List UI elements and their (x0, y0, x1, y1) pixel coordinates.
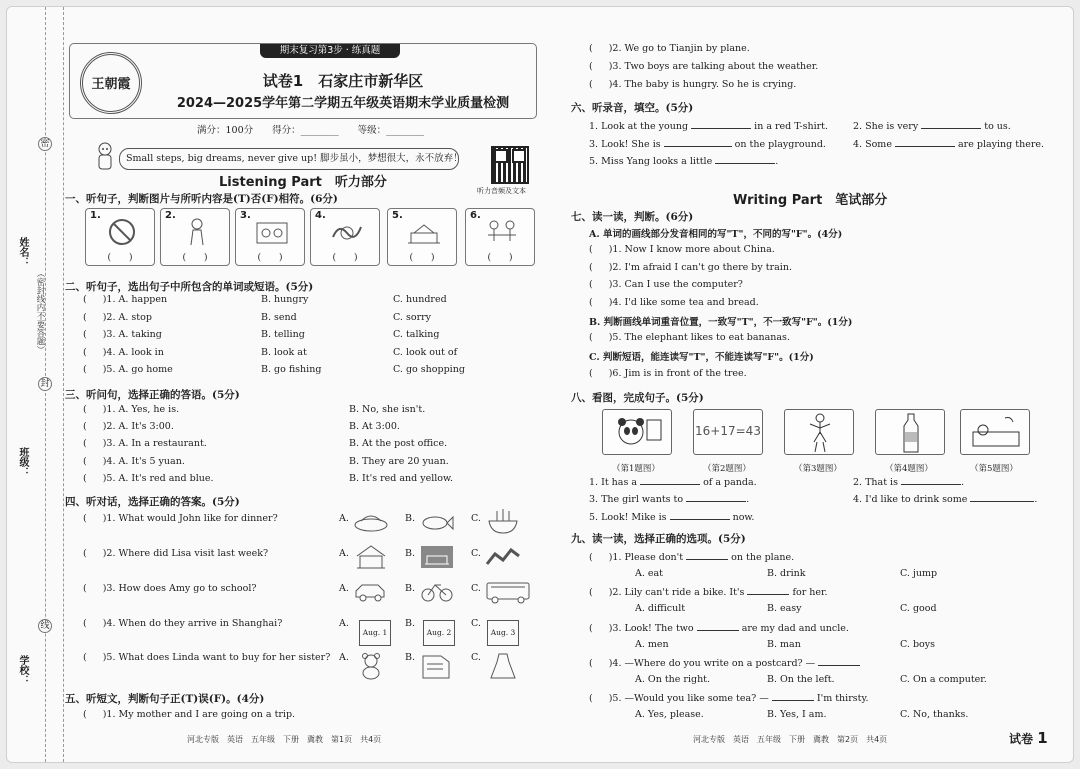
section-4-heading: 四、听对话，选择正确的答案。(5分) (65, 496, 240, 508)
temple-icon (353, 542, 389, 570)
question-text: )2. Lily can't ride a bike. It's (608, 587, 745, 598)
question-text: )2. We go to Tianjin by plane. (608, 43, 750, 54)
brand-logo (80, 52, 142, 114)
question-text: )4. When do they arrive in Shanghai? (102, 618, 283, 629)
option-b: B. It's red and yellow. (349, 473, 454, 484)
section-7b-instruction: B. 判断画线单词重音位置，一致写"T"，不一致写"F"。(1分) (589, 317, 853, 328)
option-a: A. eat (635, 568, 664, 579)
option-a: A. men (635, 639, 669, 650)
exam-subtitle: 2024—2025学年第二学期五年级英语期末学业质量检测 (176, 96, 510, 111)
option-b: B. go fishing (261, 364, 322, 375)
fill-row-5: 5. Miss Yang looks a little . (589, 156, 779, 167)
question-text: )3. How does Amy go to school? (102, 583, 257, 594)
question-row[interactable]: ( )3. Can I use the computer? (589, 279, 743, 290)
section-6-heading: 六、听录音，填空。(5分) (571, 102, 694, 114)
picture-3 (235, 208, 305, 266)
answer-blank[interactable] (715, 154, 775, 164)
sleeping-boy-icon (969, 414, 1023, 452)
answer-blank[interactable] (691, 119, 751, 129)
option-c-label: C. (471, 618, 481, 629)
option-a: A. On the right. (635, 674, 711, 685)
answer-blank[interactable] (664, 137, 732, 147)
prompt-text: 4. Some (853, 139, 892, 150)
panda-icon (613, 414, 663, 452)
noodles-icon (485, 507, 521, 535)
calendar-date: Aug. 2 (423, 620, 455, 646)
option-c: C. No, thanks. (900, 709, 969, 720)
option-b: B. easy (767, 603, 802, 614)
great-wall-icon (485, 542, 521, 570)
prompt-text: now. (732, 512, 755, 523)
question-row[interactable]: ( )3. A. In a restaurant. (83, 438, 207, 449)
option-c: C. go shopping (393, 364, 465, 375)
fill-row-1 (589, 119, 828, 133)
book-icon (419, 652, 455, 680)
fill-row-3 (589, 492, 749, 506)
question-text: )3. Two boys are talking about the weather. (608, 61, 819, 72)
fill-row-4 (853, 492, 1037, 506)
picture-bottle (875, 409, 945, 455)
question-row[interactable]: ( )1. A. Yes, he is. (83, 404, 180, 415)
answer-blank[interactable] (772, 691, 814, 701)
exam-title: 试卷1 石家庄市新华区 (262, 72, 424, 90)
bottle-icon (898, 412, 924, 454)
prompt-text: 2. She is very (853, 121, 919, 132)
option-c: C. boys (900, 639, 936, 650)
picture-sleeping (960, 409, 1030, 455)
section-7a-instruction: A. 单词的画线部分发音相同的写"T"，不同的写"F"。(4分) (589, 229, 843, 240)
option-c: C. sorry (393, 312, 432, 323)
prompt-text: 1. It has a (589, 477, 638, 488)
option-a-label: A. (339, 583, 349, 594)
question-row[interactable]: ( )4. The baby is hungry. So he is crying. (589, 79, 797, 90)
option-c-label: C. (471, 583, 481, 594)
fill-row-4 (853, 137, 1044, 151)
answer-blank[interactable] (686, 492, 746, 502)
question-row[interactable]: ( )1. My mother and I are going on a trip. (83, 709, 296, 720)
prompt-text: to us. (984, 121, 1011, 132)
option-b-label: B. (405, 618, 416, 629)
answer-paren[interactable]: ( ) (182, 253, 208, 263)
logo-text: 王朝霞 (91, 77, 131, 92)
figure-caption: （第5题图） (970, 464, 1018, 474)
section-7-heading: 七、读一读，判断。(6分) (571, 211, 694, 223)
name-label: 姓名： (17, 237, 28, 267)
prompt-text: 3. Look! She is (589, 139, 661, 150)
teddy-bear-icon (353, 652, 389, 680)
option-a-label: A. (339, 548, 349, 559)
question-text: )1. Please don't (608, 552, 684, 563)
section-7c-instruction: C. 判断短语，能连读写"T"，不能连读写"F"。(1分) (589, 352, 814, 363)
option-b: B. At 3:00. (349, 421, 400, 432)
picture-number: 4. (315, 210, 326, 221)
prompt-text: 1. Look at the young (589, 121, 689, 132)
prompt-text: are playing there. (958, 139, 1045, 150)
option-c: C. good (900, 603, 937, 614)
fish-icon (419, 507, 455, 535)
answer-blank[interactable] (686, 550, 728, 560)
binding-line (63, 7, 64, 762)
section-5-heading: 五、听短文，判断句子正(T)误(F)。(4分) (65, 693, 265, 705)
answer-blank[interactable] (670, 510, 730, 520)
question-row[interactable]: ( )5. A. It's red and blue. (83, 473, 214, 484)
question-row[interactable]: ( )1. Now I know more about China. (589, 244, 775, 255)
header-banner (69, 43, 537, 119)
answer-blank[interactable] (921, 119, 981, 129)
section-2-heading: 二、听句子，选出句子中所包含的单词或短语。(5分) (65, 281, 314, 293)
mascot-icon (93, 141, 117, 173)
section-8-heading: 八、看图，完成句子。(5分) (571, 392, 704, 404)
motto-box: Small steps, big dreams, never give up! 脚步虽小，梦想很大，永不放弃！ (119, 148, 459, 170)
option-a: )4. A. look in (102, 347, 164, 358)
question-text: for her. (792, 587, 828, 598)
paper-tag-label: 试卷 (1009, 732, 1034, 746)
question-text: )1. My mother and I are going on a trip. (102, 709, 296, 720)
question-text: )3. Can I use the computer? (608, 279, 743, 290)
fill-row-5 (589, 510, 754, 524)
figure-caption: （第1题图） (612, 464, 660, 474)
bus-icon (485, 577, 531, 605)
option-b: B. send (261, 312, 297, 323)
option-b: B. man (767, 639, 801, 650)
picture-1 (85, 208, 155, 266)
paper-number: 1 (1037, 729, 1048, 747)
answer-blank[interactable] (895, 137, 955, 147)
option-c-label: C. (471, 652, 481, 663)
figure-caption: （第4题图） (885, 464, 933, 474)
question-text: )4. The baby is hungry. So he is crying. (608, 79, 797, 90)
question-row[interactable]: ( )2. Where did Lisa visit last week? (83, 548, 269, 559)
children-playing-icon (484, 217, 520, 247)
option-b: B. telling (261, 329, 305, 340)
qr-code-icon[interactable] (491, 146, 529, 184)
answer-blank[interactable] (901, 475, 961, 485)
question-text: )1. What would John like for dinner? (102, 513, 278, 524)
option-a-label: A. (339, 513, 349, 524)
question-text: )3. Look! The two (608, 623, 694, 634)
class-label: 班级： (17, 447, 28, 477)
question-text: )5. What does Linda want to buy for her sister? (102, 652, 331, 663)
option-c: C. On a computer. (900, 674, 987, 685)
cut-note: （密封线内不要答题） (35, 269, 45, 354)
option-a: )5. A. go home (102, 364, 173, 375)
dancing-girl-icon (805, 412, 835, 454)
prompt-text: 5. Look! Mike is (589, 512, 667, 523)
section-3-heading: 三、听问句，选择正确的答语。(5分) (65, 389, 240, 401)
listening-part-title: Listening Part 听力部分 (219, 175, 387, 190)
question-text: )5. —Would you like some tea? — (608, 693, 769, 704)
shop-scene-icon (254, 217, 290, 247)
tiananmen-icon (419, 542, 455, 570)
answer-blank[interactable] (747, 585, 789, 595)
fish-dish-icon (353, 507, 389, 535)
question-row[interactable]: ( )4. I'd like some tea and bread. (589, 297, 759, 308)
prompt-text: on the playground. (734, 139, 826, 150)
question-text: )5. The elephant likes to eat bananas. (608, 332, 790, 343)
answer-paren[interactable]: ( ) (487, 253, 513, 263)
prompt-text: . (746, 494, 750, 505)
option-b-label: B. (405, 513, 416, 524)
calendar-date: Aug. 3 (487, 620, 519, 646)
prompt-text: . (1034, 494, 1038, 505)
picture-number: 1. (90, 210, 101, 221)
option-c: C. hundred (393, 294, 447, 305)
fill-row-2 (853, 119, 1011, 133)
option-a: A. difficult (635, 603, 686, 614)
picture-dancer (784, 409, 854, 455)
calendar-date: Aug. 1 (359, 620, 391, 646)
page-footer-left: 河北专版 英语 五年级 下册 冀教 第1页 共4页 (187, 735, 382, 744)
question-row[interactable]: ( )1. Please don't on the plane. (589, 552, 795, 563)
figure-caption: （第2题图） (703, 464, 751, 474)
tiananmen-icon (406, 217, 442, 247)
page-footer-right: 河北专版 英语 五年级 下册 冀教 第2页 共4页 (693, 735, 888, 744)
prompt-text: . (961, 477, 965, 488)
option-a: )2. A. stop (102, 312, 152, 323)
answer-paren[interactable]: ( ) (332, 253, 358, 263)
car-icon (353, 577, 389, 605)
question-row[interactable]: ( )3. Two boys are talking about the weather. (589, 61, 819, 72)
option-c: C. jump (900, 568, 938, 579)
picture-math (693, 409, 763, 455)
option-a: )3. A. taking (102, 329, 162, 340)
picture-panda (602, 409, 672, 455)
option-a: )3. A. In a restaurant. (102, 438, 207, 449)
answer-paren[interactable]: ( ) (257, 253, 283, 263)
question-row[interactable]: ( )3. Look! The two are my dad and uncle. (589, 623, 849, 634)
picture-2 (160, 208, 230, 266)
option-b: B. On the left. (767, 674, 835, 685)
question-row[interactable]: ( )6. Jim is in front of the tree. (589, 368, 747, 379)
prompt-text: 5. Miss Yang looks a little (589, 156, 713, 167)
option-a: )2. A. It's 3:00. (102, 421, 174, 432)
option-a: )4. A. It's 5 yuan. (102, 456, 185, 467)
paper-tag (1009, 729, 1048, 747)
option-b-label: B. (405, 652, 416, 663)
question-text: )1. Now I know more about China. (608, 244, 775, 255)
answer-blank[interactable] (697, 621, 739, 631)
option-c: C. talking (393, 329, 440, 340)
question-text: I'm thirsty. (816, 693, 869, 704)
question-text: )2. Where did Lisa visit last week? (102, 548, 269, 559)
question-row[interactable]: ( )1. A. happen (83, 294, 168, 305)
option-c: C. look out of (393, 347, 458, 358)
no-swimming-sign-icon (104, 217, 140, 247)
answer-paren[interactable]: ( ) (107, 253, 133, 263)
option-b-label: B. (405, 548, 416, 559)
option-a: )5. A. It's red and blue. (102, 473, 214, 484)
option-a-label: A. (339, 652, 349, 663)
seal-mark: 线 (38, 619, 52, 633)
prompt-text: 3. The girl wants to (589, 494, 684, 505)
picture-number: 5. (392, 210, 403, 221)
answer-blank[interactable] (970, 492, 1034, 502)
girl-icon (179, 217, 215, 247)
question-row[interactable]: ( )5. What does Linda want to buy for her sister? (83, 652, 331, 663)
prompt-text: in a red T-shirt. (754, 121, 829, 132)
picture-5 (387, 208, 457, 266)
question-text: )4. —Where do you write on a postcard? — (608, 658, 816, 669)
option-b: B. look at (261, 347, 307, 358)
option-b: B. At the post office. (349, 438, 448, 449)
figure-caption: （第3题图） (794, 464, 842, 474)
picture-4 (310, 208, 380, 266)
question-row[interactable]: ( )5. The elephant likes to eat bananas. (589, 332, 790, 343)
question-row[interactable]: ( )4. A. It's 5 yuan. (83, 456, 185, 467)
prompt-text: 2. That is (853, 477, 898, 488)
option-b: B. They are 20 yuan. (349, 456, 449, 467)
question-row[interactable]: ( )4. A. look in (83, 347, 164, 358)
answer-paren[interactable]: ( ) (409, 253, 435, 263)
picture-6 (465, 208, 535, 266)
option-a: )1. A. Yes, he is. (102, 404, 180, 415)
question-row[interactable]: ( )5. —Would you like some tea? — I'm thirsty. (589, 693, 869, 704)
exam-sheet (6, 6, 1074, 763)
picture-number: 6. (470, 210, 481, 221)
option-c-label: C. (471, 513, 481, 524)
answer-blank[interactable] (818, 656, 860, 666)
bike-icon (419, 577, 455, 605)
writing-part-title: Writing Part 笔试部分 (733, 193, 888, 208)
question-row[interactable]: ( )2. I'm afraid I can't go there by train. (589, 262, 792, 273)
seal-mark: 密 (38, 137, 52, 151)
banner-tag: 期末复习第3步 · 练真题 (260, 44, 400, 58)
question-row[interactable]: ( )5. A. go home (83, 364, 173, 375)
seal-mark: 封 (38, 377, 52, 391)
picture-number: 2. (165, 210, 176, 221)
question-row[interactable]: ( )1. What would John like for dinner? (83, 513, 278, 524)
question-text: are my dad and uncle. (741, 623, 849, 634)
section-9-heading: 九、读一读，选择正确的选项。(5分) (571, 533, 746, 545)
question-row[interactable]: ( )3. How does Amy go to school? (83, 583, 257, 594)
question-text: on the plane. (731, 552, 795, 563)
question-row[interactable]: ( )2. We go to Tianjin by plane. (589, 43, 750, 54)
prompt-text: of a panda. (703, 477, 757, 488)
option-b-label: B. (405, 583, 416, 594)
fill-row-3 (589, 137, 826, 151)
option-b: B. No, she isn't. (349, 404, 426, 415)
question-text: )4. I'd like some tea and bread. (608, 297, 759, 308)
option-b: B. hungry (261, 294, 309, 305)
question-text: )2. I'm afraid I can't go there by train. (608, 262, 792, 273)
dress-icon (485, 652, 521, 680)
option-c-label: C. (471, 548, 481, 559)
score-line: 满分：100分 得分：________ 等级：________ (197, 125, 425, 136)
option-b: B. drink (767, 568, 806, 579)
question-text: )6. Jim is in front of the tree. (608, 368, 747, 379)
option-a-label: A. (339, 618, 349, 629)
question-row[interactable]: ( )2. A. It's 3:00. (83, 421, 174, 432)
question-row[interactable]: ( )4. When do they arrive in Shanghai? (83, 618, 283, 629)
question-row[interactable]: ( )2. Lily can't ride a bike. It's for her. (589, 587, 828, 598)
school-label: 学校： (17, 655, 28, 685)
option-b: B. Yes, I am. (767, 709, 827, 720)
math-equation: 16+17=43 (695, 424, 761, 438)
dragon-icon (329, 217, 365, 247)
question-row[interactable]: ( )4. —Where do you write on a postcard? — (589, 656, 860, 670)
section-1-heading: 一、听句子，判断图片与所听内容是(T)否(F)相符。(6分) (65, 193, 338, 205)
fill-row-1 (589, 475, 757, 489)
fill-row-2 (853, 475, 964, 489)
option-a: )1. A. happen (102, 294, 168, 305)
qr-caption: 听力音频及文本 (477, 187, 526, 195)
picture-number: 3. (240, 210, 251, 221)
option-a: A. Yes, please. (635, 709, 704, 720)
question-row[interactable]: ( )2. A. stop (83, 312, 152, 323)
prompt-text: 4. I'd like to drink some (853, 494, 968, 505)
answer-blank[interactable] (640, 475, 700, 485)
question-row[interactable]: ( )3. A. taking (83, 329, 162, 340)
